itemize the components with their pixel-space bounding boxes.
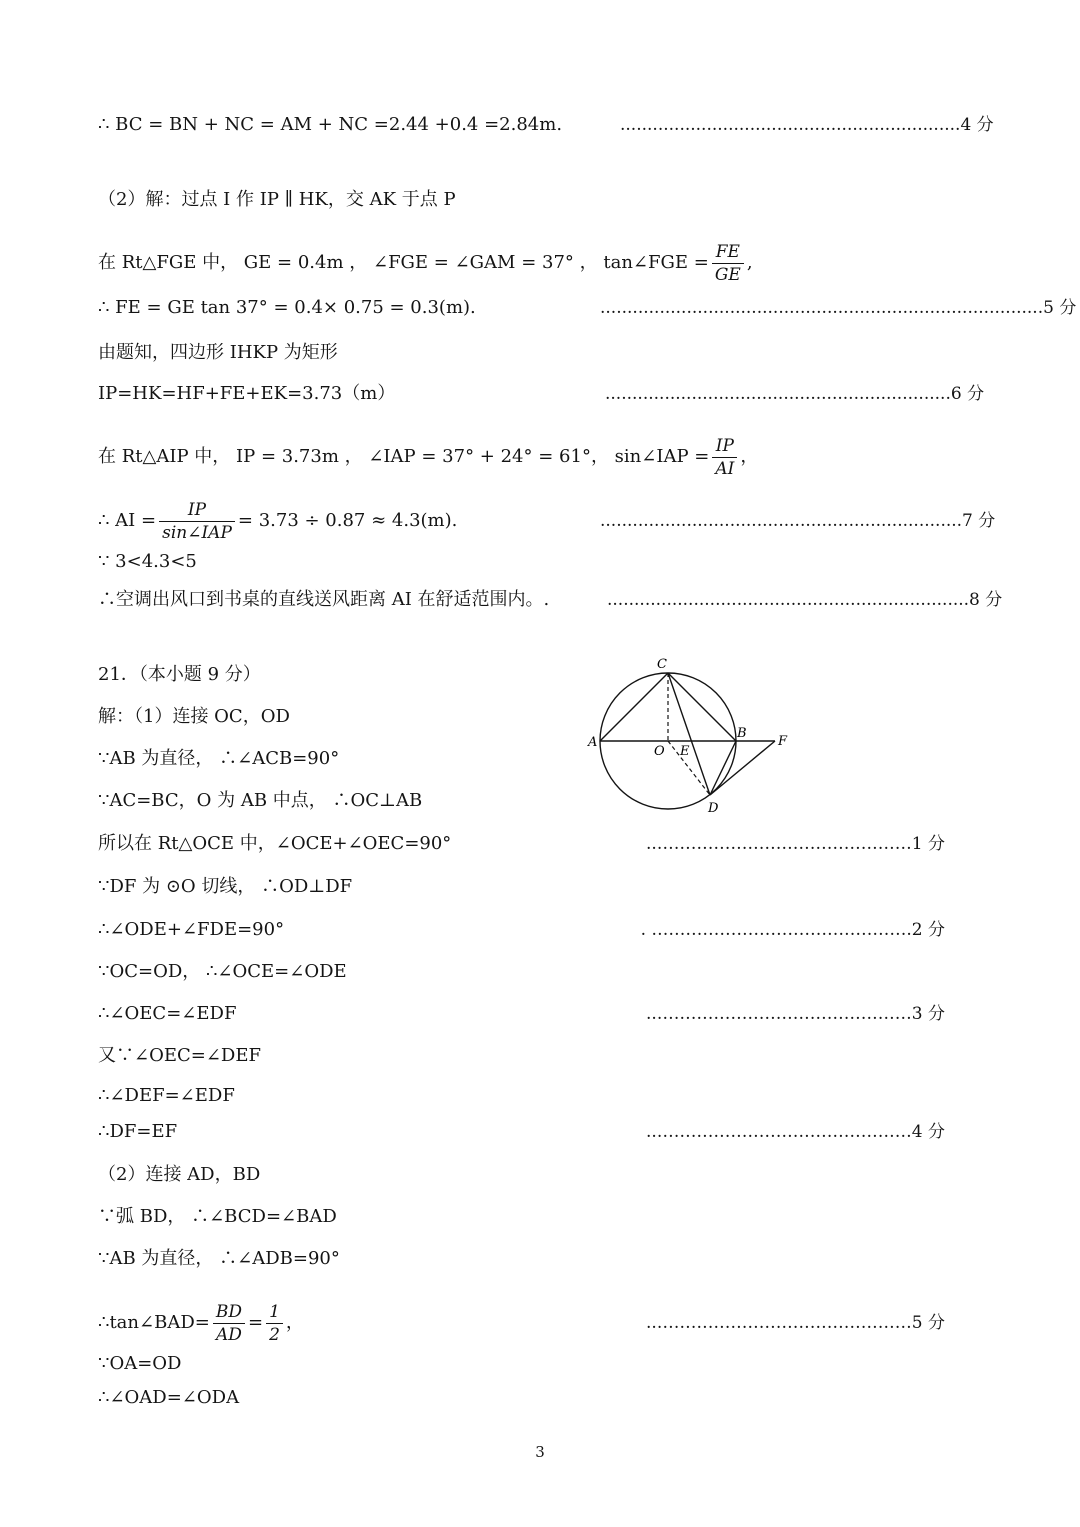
score-marker: ..………………………………………3 分 (645, 1004, 945, 1024)
line-main-text: ∴∠OEC=∠EDF (98, 1003, 237, 1024)
line-main-text: ∵OA=OD (98, 1353, 182, 1374)
line-main-text: ∵AC=BC，O 为 AB 中点， ∴OC⊥AB (98, 790, 423, 811)
line-main-text: 所以在 Rt△OCE 中，∠OCE+∠OEC=90° (98, 833, 452, 854)
line-text (98, 336, 338, 370)
fraction-numerator: IP (712, 435, 737, 458)
line-main-text: （2）解：过点 I 作 IP ∥ HK，交 AK 于点 P (98, 189, 456, 210)
score-marker: ..………………………………………5 分 (645, 1313, 945, 1333)
line-main-text: ∵AB 为直径， ∴∠ACB=90° (98, 748, 340, 769)
fraction-numerator: FE (712, 241, 744, 264)
label-e: E (680, 744, 690, 759)
score-marker: ...............................................................4 分 (620, 115, 994, 135)
line-tail-text: ， (285, 1312, 304, 1333)
solution-line (0, 1200, 1080, 1234)
solution-line (0, 827, 1080, 861)
solution-line (0, 236, 1080, 290)
fraction-denominator: 2 (269, 1324, 280, 1345)
line-main-text: ∴∠DEF=∠EDF (98, 1085, 235, 1106)
line-main-text: 解：（1）连接 OC，OD (98, 706, 290, 727)
line-main-text: IP=HK=HF+FE+EK=3.73（m） (98, 383, 396, 404)
line-cd (668, 673, 710, 795)
fraction (712, 435, 737, 480)
fraction (712, 241, 744, 286)
line-text (98, 494, 457, 548)
line-text (98, 1296, 304, 1350)
line-main-text: （2）连接 AD，BD (98, 1164, 261, 1185)
score-marker: . ……………………………………….2 分 (640, 920, 945, 940)
line-main-text: ∴ AI = (98, 510, 157, 531)
line-text (98, 1381, 239, 1415)
score-marker: ...................................................................8 分 (607, 590, 1003, 610)
line-tail-text: , (746, 252, 753, 273)
line-main-text: ∴∠OAD=∠ODA (98, 1387, 240, 1408)
line-text (98, 1039, 261, 1073)
solution-line (0, 955, 1080, 989)
line-text (98, 784, 422, 818)
line-text (98, 827, 451, 861)
score-marker: ................................................................6 分 (605, 384, 985, 404)
solution-line (0, 291, 1080, 325)
line-ac (600, 673, 668, 741)
line-text (98, 742, 339, 776)
fraction-denominator: sin∠IAP (162, 522, 232, 543)
solution-line (0, 545, 1080, 579)
solution-line (0, 1347, 1080, 1381)
line-tail-text: = (247, 1312, 264, 1333)
line-main-text: ∵OC=OD， ∴∠OCE=∠ODE (98, 961, 347, 982)
solution-line (0, 870, 1080, 904)
fraction-numerator: 1 (266, 1301, 283, 1324)
line-main-text: ∵弧 BD， ∴∠BCD=∠BAD (98, 1206, 337, 1227)
solution-line (0, 336, 1080, 370)
line-text (98, 377, 395, 411)
score-marker: ..………………………………………4 分 (645, 1122, 945, 1142)
line-text (98, 955, 347, 989)
fraction (266, 1301, 283, 1346)
line-text (98, 1200, 337, 1234)
label-o: O (654, 744, 665, 759)
solution-line (0, 784, 1080, 818)
solution-line (0, 913, 1080, 947)
solution-line (0, 1115, 1080, 1149)
label-d: D (708, 801, 719, 816)
solution-line (0, 183, 1080, 217)
line-main-text: 在 Rt△FGE 中， GE = 0.4m ， ∠FGE = ∠GAM = 37° ， tan∠FGE = (98, 252, 709, 273)
solution-line (0, 742, 1080, 776)
solution-line (0, 658, 1080, 692)
line-main-text: ∴ FE = GE tan 37° = 0.4× 0.75 = 0.3(m). (98, 297, 476, 318)
line-main-text: 由题知，四边形 IHKP 为矩形 (98, 342, 338, 363)
line-text (98, 913, 284, 947)
fraction-numerator: IP (159, 499, 235, 522)
line-main-text: ∴tan∠BAD= (98, 1312, 210, 1333)
solution-line (0, 1296, 1080, 1350)
solution-line (0, 430, 1080, 484)
line-text (98, 1158, 260, 1192)
solution-line (0, 997, 1080, 1031)
line-main-text: ∴DF=EF (98, 1121, 178, 1142)
line-text (98, 291, 476, 325)
line-main-text: ∵DF 为 ⊙O 切线， ∴OD⊥DF (98, 876, 353, 897)
line-text (98, 1347, 181, 1381)
line-cb (668, 673, 736, 741)
solution-line (0, 1158, 1080, 1192)
fraction (159, 499, 235, 544)
line-main-text: ∵ 3<4.3<5 (98, 551, 197, 572)
geometry-figure (580, 650, 800, 820)
fraction-numerator: BD (213, 1301, 245, 1324)
score-marker: ...................................................................7 分 (600, 511, 996, 531)
solution-line (0, 1381, 1080, 1415)
solution-line (0, 494, 1080, 548)
line-text (98, 1079, 235, 1113)
line-text (98, 545, 197, 579)
line-text (98, 1115, 177, 1149)
solution-line (0, 1079, 1080, 1113)
score-marker: ..………………………………………1 分 (645, 834, 945, 854)
line-tail-text: = 3.73 ÷ 0.87 ≈ 4.3(m). (237, 510, 458, 531)
line-main-text: 在 Rt△AIP 中， IP = 3.73m ， ∠IAP = 37° + 24° = 61°， sin∠IAP = (98, 446, 710, 467)
solution-line (0, 583, 1080, 617)
solution-line (0, 1039, 1080, 1073)
line-text (98, 183, 456, 217)
line-main-text: ∴空调出风口到书桌的直线送风距离 AI 在舒适范围内。. (98, 589, 550, 610)
fraction-denominator: AI (715, 458, 735, 479)
line-main-text: ∴ BC = BN + NC = AM + NC =2.44 +0.4 =2.84m. (98, 114, 563, 135)
line-text (98, 583, 549, 617)
fraction-denominator: AD (215, 1324, 242, 1345)
line-db (710, 741, 736, 795)
label-f: F (778, 734, 788, 749)
solution-line (0, 108, 1080, 142)
line-main-text: 21．（本小题 9 分） (98, 664, 261, 685)
fraction (213, 1301, 245, 1346)
solution-line (0, 1242, 1080, 1276)
line-tail-text: ， (740, 446, 759, 467)
line-text (98, 236, 753, 290)
line-main-text: ∵AB 为直径， ∴∠ADB=90° (98, 1248, 340, 1269)
score-marker: ..................................................................................5 分 (600, 298, 1077, 318)
page-number: 3 (535, 1443, 545, 1461)
line-main-text: ∴∠ODE+∠FDE=90° (98, 919, 285, 940)
line-text (98, 430, 758, 484)
solution-line (0, 700, 1080, 734)
fraction-denominator: GE (714, 264, 741, 285)
line-text (98, 108, 562, 142)
line-df (710, 741, 775, 795)
label-a: A (588, 735, 598, 750)
line-text (98, 1242, 340, 1276)
line-text (98, 700, 290, 734)
line-text (98, 870, 352, 904)
label-b: B (737, 726, 747, 741)
line-main-text: 又∵∠OEC=∠DEF (98, 1045, 261, 1066)
label-c: C (657, 657, 667, 672)
line-text (98, 997, 236, 1031)
solution-line (0, 377, 1080, 411)
line-text (98, 658, 261, 692)
